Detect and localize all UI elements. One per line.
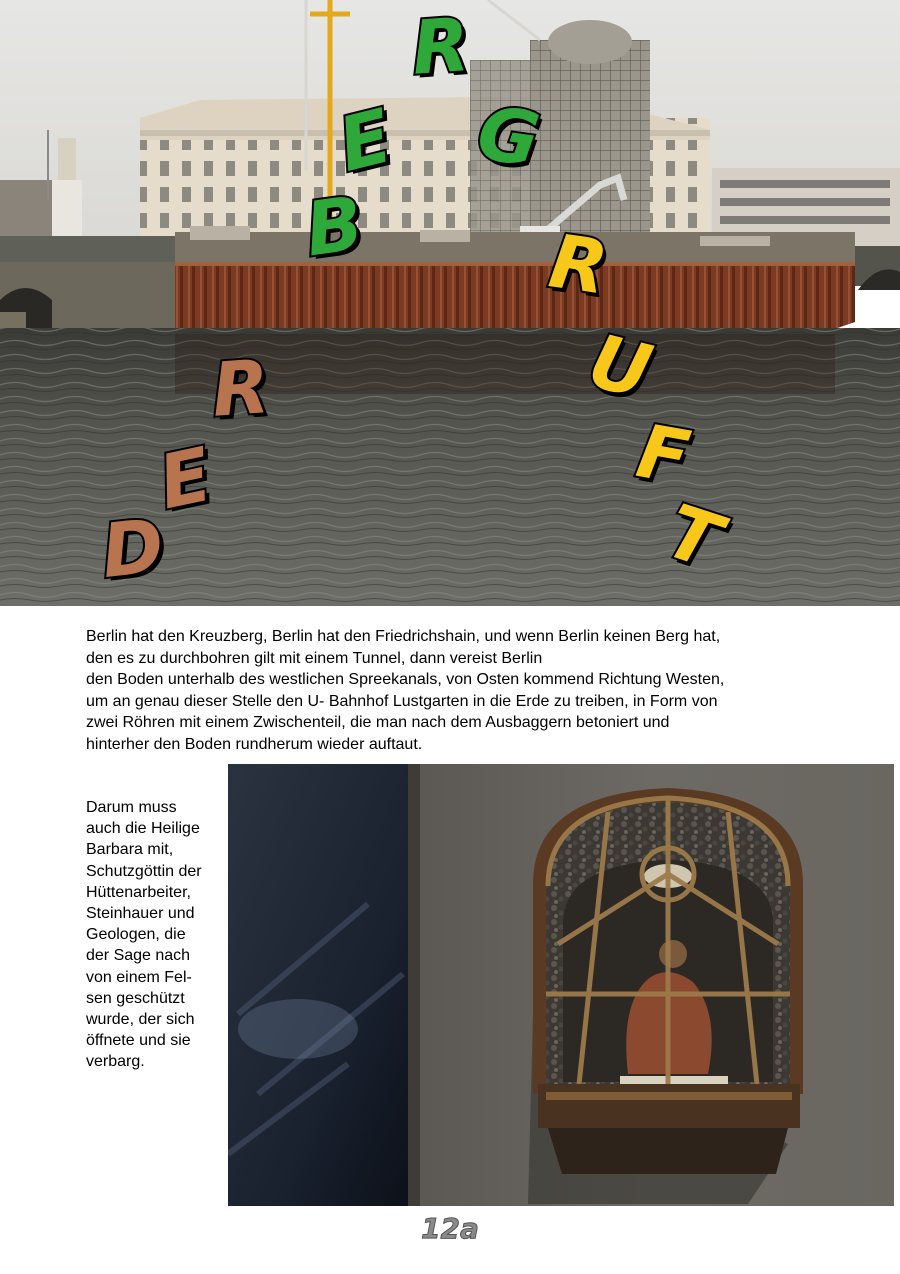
- title-letter: E: [330, 93, 401, 189]
- side-line: Steinhauer und: [86, 905, 195, 923]
- title-letter: R: [544, 218, 613, 312]
- intro-line: um an genau dieser Stelle den U- Bahnhof Lustgarten in die Erde zu treiben, in Form von: [86, 692, 718, 710]
- side-line: Hüttenarbeiter,: [86, 883, 191, 901]
- intro-line: den Boden unterhalb des westlichen Spreekanals, von Osten kommend Richtung Westen,: [86, 671, 725, 688]
- side-paragraph: [86, 797, 226, 1073]
- title-letter: G: [472, 90, 545, 184]
- intro-line: zwei Röhren mit einem Zwischenteil, die man nach dem Ausbaggern betoniert und: [86, 714, 670, 731]
- page-number: 12a: [421, 1212, 479, 1245]
- construction-site-photo: [0, 0, 900, 606]
- side-line: Darum muss: [86, 799, 177, 816]
- title-letter: E: [151, 431, 219, 527]
- title-letter: B: [300, 180, 369, 274]
- shrine-illustration: [228, 764, 894, 1206]
- saint-barbara-shrine-photo: [228, 764, 894, 1206]
- side-line: Barbara mit,: [86, 841, 174, 859]
- title-letter: D: [97, 503, 168, 595]
- side-line: Schutzgöttin der: [86, 862, 202, 880]
- title-letter: F: [630, 408, 696, 502]
- side-line: verbarg.: [86, 1053, 145, 1071]
- intro-line: Berlin hat den Kreuzberg, Berlin hat den Friedrichshain, und wenn Berlin keinen Berg hat,: [86, 628, 721, 645]
- side-line: öffnete und sie: [86, 1032, 191, 1050]
- intro-line: hinterher den Boden rundherum wieder auftaut.: [86, 735, 423, 753]
- side-line: sen geschützt: [86, 989, 185, 1007]
- title-letter: R: [209, 344, 272, 434]
- side-line: Geologen, die: [86, 926, 186, 944]
- intro-line: den es zu durchbohren gilt mit einem Tunnel, dann vereist Berlin: [86, 649, 543, 667]
- side-line: von einem Fel-: [86, 968, 192, 986]
- title-letter: U: [580, 318, 660, 416]
- side-line: wurde, der sich: [86, 1011, 195, 1029]
- side-line: der Sage nach: [86, 947, 191, 965]
- title-arc: [0, 0, 900, 606]
- side-line: auch die Heilige: [86, 820, 200, 838]
- title-letter: T: [655, 488, 731, 586]
- title-letter: R: [409, 2, 472, 92]
- intro-paragraph: [86, 626, 846, 755]
